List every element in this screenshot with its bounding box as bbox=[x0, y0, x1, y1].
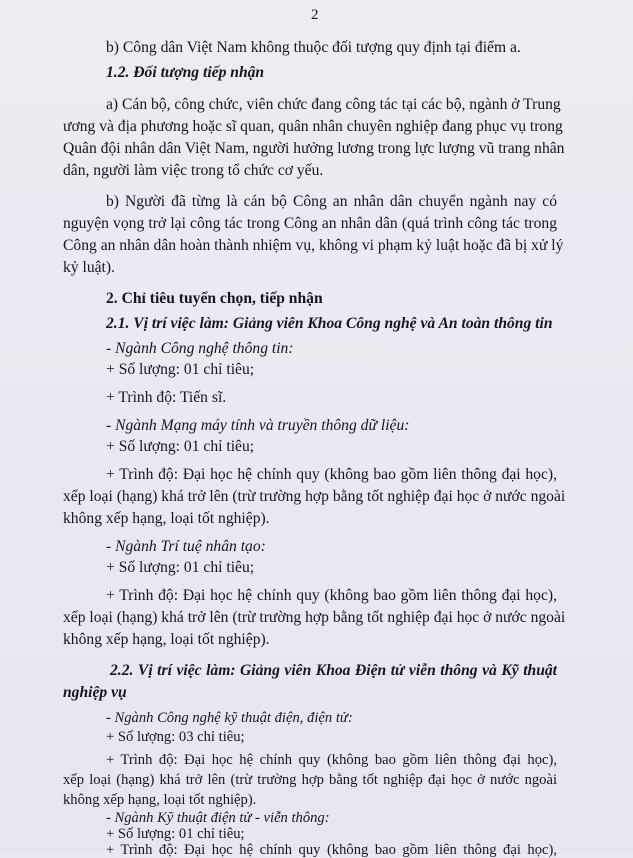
section-heading: nghiệp vụ bbox=[63, 684, 127, 701]
text-line: + Số lượng: 01 chỉ tiêu; bbox=[106, 361, 255, 378]
text-line: ương và địa phương hoặc sĩ quan, quân nhân chuyên nghiệp đang phục vụ trong bbox=[63, 118, 563, 135]
major-label: - Ngành Mạng máy tính và truyền thông dữ liệu: bbox=[106, 417, 410, 434]
text-line: + Số lượng: 01 chỉ tiêu; bbox=[106, 826, 245, 842]
section-heading: 2.2. Vị trí việc làm: Giảng viên Khoa Điện tử viễn thông và Kỹ thuật bbox=[110, 662, 557, 679]
text-line: xếp loại (hạng) khá trở lên (trừ trường hợp bằng tốt nghiệp đại học ở nước ngoài bbox=[63, 488, 566, 505]
text-line: + Trình độ: Đại học hệ chính quy (không bao gồm liên thông đại học), bbox=[106, 466, 557, 483]
major-label: - Ngành Công nghệ thông tin: bbox=[106, 340, 294, 357]
text-line: không xếp hạng, loại tốt nghiệp). bbox=[63, 792, 257, 808]
major-label: - Ngành Công nghệ kỹ thuật điện, điện tử: bbox=[106, 710, 353, 726]
text-line: + Trình độ: Đại học hệ chính quy (không bao gồm liên thông đại học), bbox=[106, 842, 557, 858]
text-line: + Số lượng: 01 chỉ tiêu; bbox=[106, 438, 255, 455]
text-line: + Trình độ: Đại học hệ chính quy (không bao gồm liên thông đại học), bbox=[106, 752, 557, 768]
text-line: + Số lượng: 03 chỉ tiêu; bbox=[106, 729, 245, 745]
text-line: + Trình độ: Đại học hệ chính quy (không bao gồm liên thông đại học), bbox=[106, 587, 557, 604]
text-line: không xếp hạng, loại tốt nghiệp). bbox=[63, 510, 270, 527]
section-heading: 1.2. Đối tượng tiếp nhận bbox=[106, 64, 265, 81]
text-line: Công an nhân dân hoàn thành nhiệm vụ, không vi phạm kỷ luật hoặc đã bị xử lý bbox=[63, 237, 564, 254]
text-line: + Trình độ: Tiến sĩ. bbox=[106, 389, 227, 406]
major-label: - Ngành Kỹ thuật điện tử - viễn thông: bbox=[106, 810, 330, 826]
text-line: không xếp hạng, loại tốt nghiệp). bbox=[63, 631, 270, 648]
text-line: a) Cán bộ, công chức, viên chức đang công tác tại các bộ, ngành ở Trung bbox=[106, 96, 561, 113]
major-label: - Ngành Trí tuệ nhân tạo: bbox=[106, 538, 266, 555]
text-line: dân, người làm việc trong tổ chức cơ yếu. bbox=[63, 162, 324, 179]
section-heading: 2. Chỉ tiêu tuyển chọn, tiếp nhận bbox=[106, 290, 323, 307]
text-line: xếp loại (hạng) khá trở lên (trừ trường hợp bằng tốt nghiệp đại học ở nước ngoài bbox=[63, 609, 566, 626]
text-line: b) Công dân Việt Nam không thuộc đối tượng quy định tại điểm a. bbox=[106, 39, 521, 56]
text-line: kỷ luật). bbox=[63, 259, 115, 276]
text-line: b) Người đã từng là cán bộ Công an nhân dân chuyển ngành nay có bbox=[106, 193, 557, 210]
text-line: xếp loại (hạng) khá trở lên (trừ trường hợp bằng tốt nghiệp đại học ở nước ngoài bbox=[63, 772, 557, 788]
text-line: + Số lượng: 01 chỉ tiêu; bbox=[106, 559, 255, 576]
page-number: 2 bbox=[311, 7, 319, 23]
text-line: nguyện vọng trở lại công tác trong Công an nhân dân (quá trình công tác trong bbox=[63, 215, 557, 232]
text-line: Quân đội nhân dân Việt Nam, người hưởng lương trong lực lượng vũ trang nhân bbox=[63, 140, 565, 157]
section-heading: 2.1. Vị trí việc làm: Giảng viên Khoa Công nghệ và An toàn thông tin bbox=[106, 315, 553, 332]
